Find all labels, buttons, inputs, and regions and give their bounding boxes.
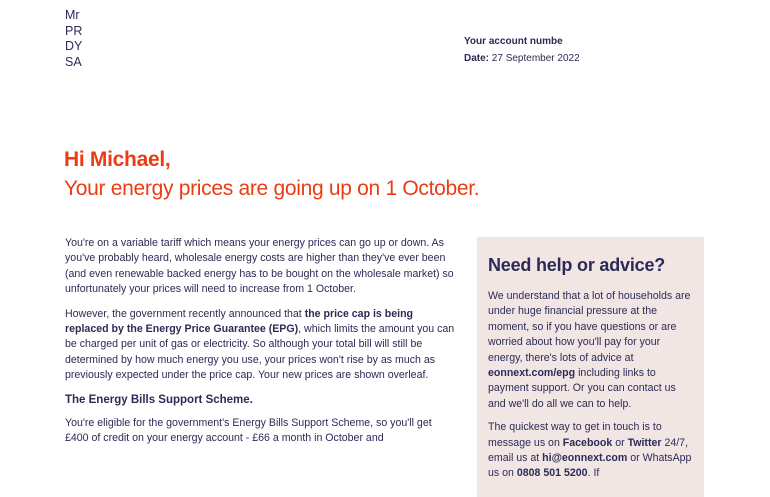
address-line: PR xyxy=(65,23,83,38)
help-panel xyxy=(477,237,704,497)
address-line: SA xyxy=(65,54,82,69)
date-label: Date: xyxy=(464,53,490,64)
twitter-link[interactable]: Twitter xyxy=(627,436,662,449)
help-paragraph xyxy=(488,420,696,482)
text-run: or WhatsApp us on xyxy=(488,452,692,480)
letter-body xyxy=(65,236,457,456)
facebook-link[interactable]: Facebook xyxy=(562,436,613,449)
headline: Your energy prices are going up on 1 October. xyxy=(64,177,480,200)
body-paragraph: You're eligible for the government's Energy Bills Support Scheme, so you'll get £400 of credit on your energy account - £66 a month in October and xyxy=(65,417,432,445)
section-title: The Energy Bills Support Scheme. xyxy=(65,393,253,406)
text-run: , which limits the amount you can be charged per unit of gas or electricity. So although your total bill will still be determined by how much energy you use, your prices won't rise by as much as previously expected under the price cap. Your new prices are shown overleaf. xyxy=(65,323,455,382)
epg-link[interactable]: eonnext.com/epg xyxy=(488,367,576,380)
help-panel-text xyxy=(488,289,696,490)
text-run: . If xyxy=(587,467,600,480)
account-number-label: Your account numbe xyxy=(464,36,563,47)
text-run: 24/7, email us at xyxy=(488,436,689,465)
address-line: DY xyxy=(65,39,83,53)
body-paragraph: You're on a variable tariff which means your energy prices can go up or down. As you've probably heard, wholesale energy costs are higher than they've ever been (and even renewable backed energy has to be bought on the wholesale market) so unfortunately your prices will need to increase from 1 October. xyxy=(65,237,454,296)
text-run: However, the government recently announced that xyxy=(65,307,305,320)
text-run: The quickest way to get in touch is to message us on xyxy=(488,421,662,449)
account-details xyxy=(464,33,580,67)
text-run: including links to payment support. Or you can contact us and we'll do all we can to help. xyxy=(488,367,676,410)
text-run: We understand that a lot of households are under huge financial pressure at the moment, so if you have questions or are worried about how you'll pay for your energy, there's lots of advice at xyxy=(488,290,691,364)
recipient-address xyxy=(65,8,82,70)
help-panel-title: Need help or advice? xyxy=(488,255,666,275)
price-cap-highlight: the price cap is being replaced by the Energy Price Guarantee (EPG) xyxy=(65,307,414,336)
help-paragraph xyxy=(488,289,696,412)
whatsapp-number[interactable]: 0808 501 5200 xyxy=(516,467,588,480)
letter-date: 27 September 2022 xyxy=(491,53,580,64)
email-link[interactable]: hi@eonnext.com xyxy=(542,452,628,465)
text-run: or xyxy=(612,436,628,449)
body-paragraph xyxy=(65,307,457,384)
address-line: Mr xyxy=(65,8,80,22)
greeting: Hi Michael, xyxy=(64,148,171,171)
